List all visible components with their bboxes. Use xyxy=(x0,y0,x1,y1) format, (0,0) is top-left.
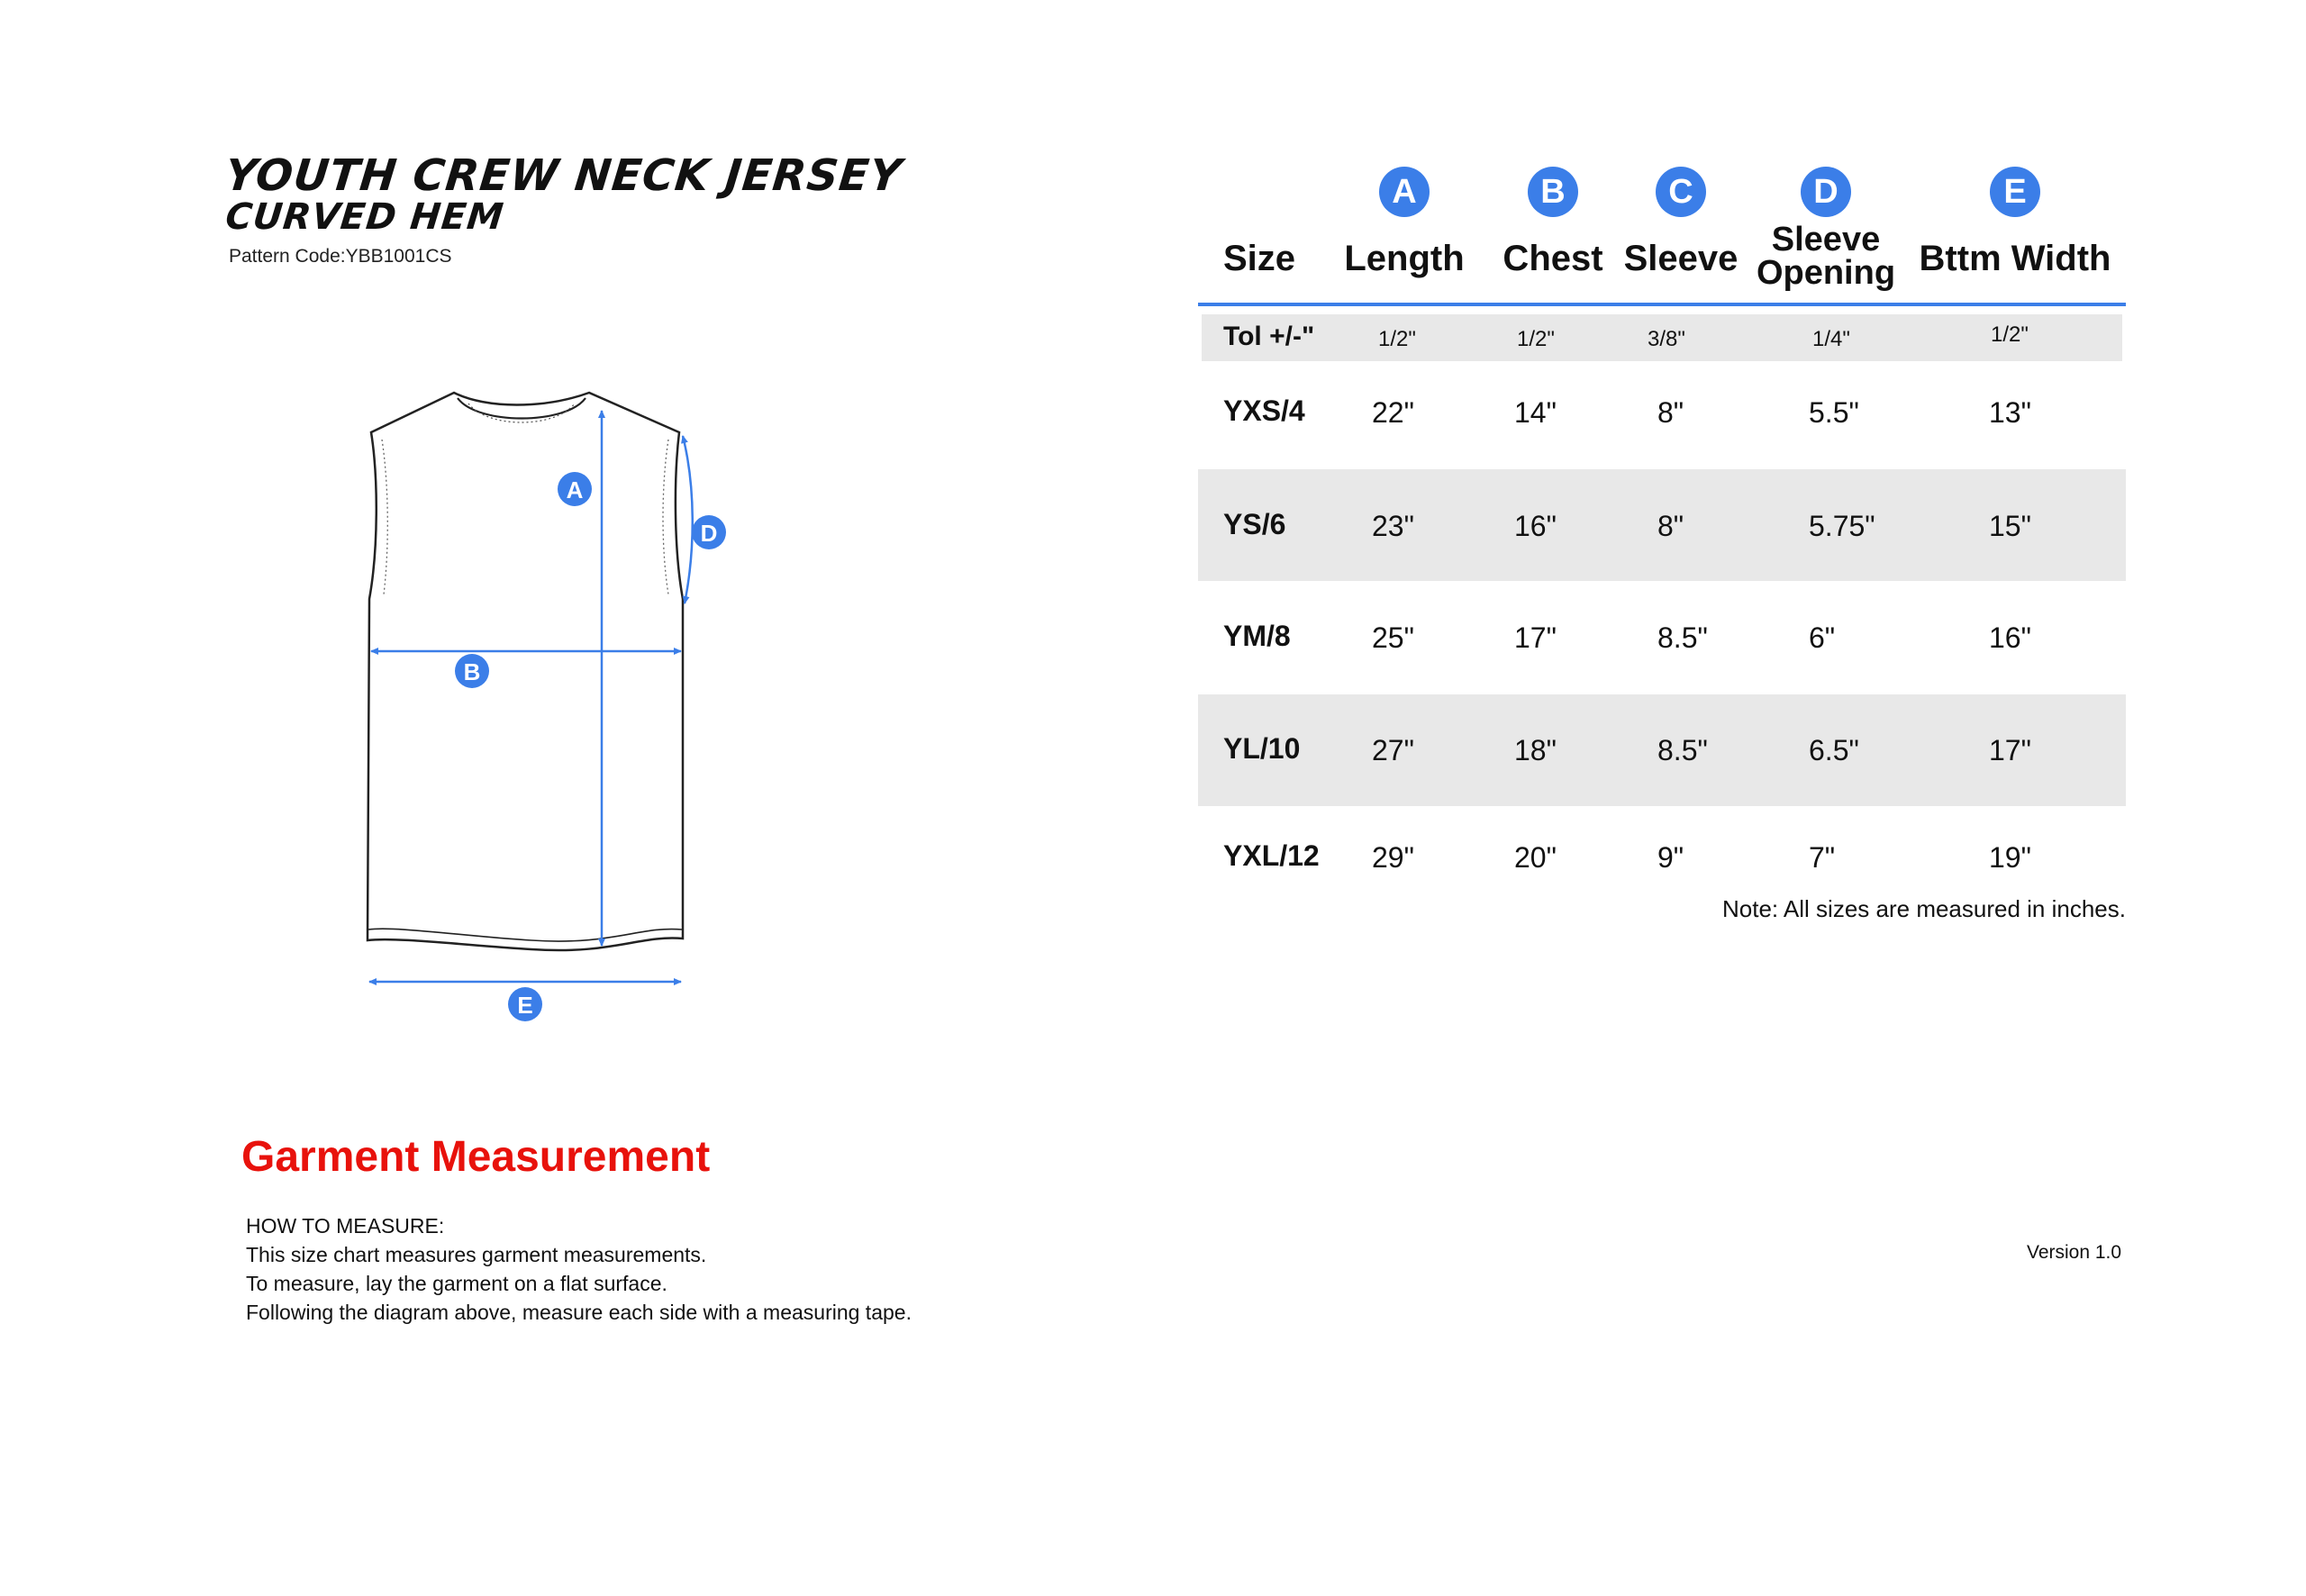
marker-b xyxy=(455,654,489,688)
bottom-width-cell: 13" xyxy=(1989,396,2031,429)
chest-cell: 18" xyxy=(1514,734,1557,766)
product-title: YOUTH CREW NECK JERSEY xyxy=(222,150,905,201)
size-cell: YL/10 xyxy=(1223,732,1301,765)
column-header-length: Length xyxy=(1344,239,1465,278)
sleeve-opening-cell: 5.5" xyxy=(1809,396,1859,429)
length-cell: 23" xyxy=(1372,510,1414,542)
column-header-bottom-width: Bttm Width xyxy=(1919,239,2111,278)
garment-measurement-heading: Garment Measurement xyxy=(241,1133,711,1181)
header-marker-a: A xyxy=(1379,167,1430,217)
how-to-measure-instructions xyxy=(246,1211,912,1327)
pattern-code: Pattern Code:YBB1001CS xyxy=(229,246,452,267)
header-marker-b: B xyxy=(1528,167,1578,217)
column-header-sleeve-opening-line1: Sleeve xyxy=(1771,221,1881,258)
size-chart-table xyxy=(1198,158,2126,922)
instruction-line: To measure, lay the garment on a flat surface. xyxy=(246,1272,667,1295)
length-cell: 27" xyxy=(1372,734,1414,766)
instruction-line: This size chart measures garment measurements. xyxy=(246,1243,707,1266)
bottom-width-cell: 19" xyxy=(1989,841,2031,874)
instruction-line: Following the diagram above, measure each side with a measuring tape. xyxy=(246,1301,912,1324)
tolerance-length: 1/2" xyxy=(1378,327,1416,351)
bottom-width-cell: 15" xyxy=(1989,510,2031,542)
jersey-outline xyxy=(368,393,683,950)
marker-d xyxy=(692,515,726,549)
tolerance-sleeve: 3/8" xyxy=(1648,327,1685,351)
sleeve-cell: 9" xyxy=(1657,841,1684,874)
size-cell: YXL/12 xyxy=(1223,839,1320,872)
marker-d-letter: D xyxy=(700,520,718,547)
header-marker-d: D xyxy=(1801,167,1851,217)
sleeve-opening-measure-line xyxy=(683,436,693,603)
version-label: Version 1.0 xyxy=(2027,1242,2122,1263)
tolerance-bottom-width: 1/2" xyxy=(1991,322,2029,347)
sleeve-opening-cell: 7" xyxy=(1809,841,1836,874)
chest-cell: 17" xyxy=(1514,621,1557,654)
column-header-sleeve-opening-line2: Opening xyxy=(1756,254,1896,292)
length-cell: 25" xyxy=(1372,621,1414,654)
marker-e xyxy=(508,987,542,1021)
marker-a xyxy=(558,472,592,506)
size-cell: YXS/4 xyxy=(1223,394,1305,427)
column-header-size: Size xyxy=(1223,239,1296,278)
chest-cell: 14" xyxy=(1514,396,1557,429)
length-cell: 29" xyxy=(1372,841,1414,874)
chest-cell: 20" xyxy=(1514,841,1557,874)
chest-cell: 16" xyxy=(1514,510,1557,542)
sleeve-opening-cell: 6.5" xyxy=(1809,734,1859,766)
product-subtitle: CURVED HEM xyxy=(223,196,506,238)
sleeve-cell: 8" xyxy=(1657,510,1684,542)
marker-a-letter: A xyxy=(566,476,584,503)
sleeve-opening-cell: 5.75" xyxy=(1809,510,1875,542)
instruction-heading: HOW TO MEASURE: xyxy=(246,1214,445,1238)
marker-b-letter: B xyxy=(463,658,481,685)
length-cell: 22" xyxy=(1372,396,1414,429)
bottom-width-cell: 16" xyxy=(1989,621,2031,654)
tolerance-sleeve-opening: 1/4" xyxy=(1812,327,1850,351)
sleeve-cell: 8.5" xyxy=(1657,734,1708,766)
column-header-chest: Chest xyxy=(1503,239,1603,278)
header-marker-c: C xyxy=(1656,167,1706,217)
size-cell: YS/6 xyxy=(1223,508,1286,540)
header-divider xyxy=(1198,303,2126,306)
sleeve-cell: 8" xyxy=(1657,396,1684,429)
header-marker-e: E xyxy=(1990,167,2040,217)
units-note: Note: All sizes are measured in inches. xyxy=(1722,895,2126,922)
tolerance-chest: 1/2" xyxy=(1517,327,1555,351)
size-cell: YM/8 xyxy=(1223,620,1291,652)
tolerance-label: Tol +/-" xyxy=(1223,322,1315,351)
sleeve-opening-cell: 6" xyxy=(1809,621,1836,654)
sleeve-cell: 8.5" xyxy=(1657,621,1708,654)
jersey-diagram xyxy=(342,378,739,1036)
column-header-sleeve: Sleeve xyxy=(1623,239,1739,278)
bottom-width-cell: 17" xyxy=(1989,734,2031,766)
marker-e-letter: E xyxy=(517,992,533,1019)
